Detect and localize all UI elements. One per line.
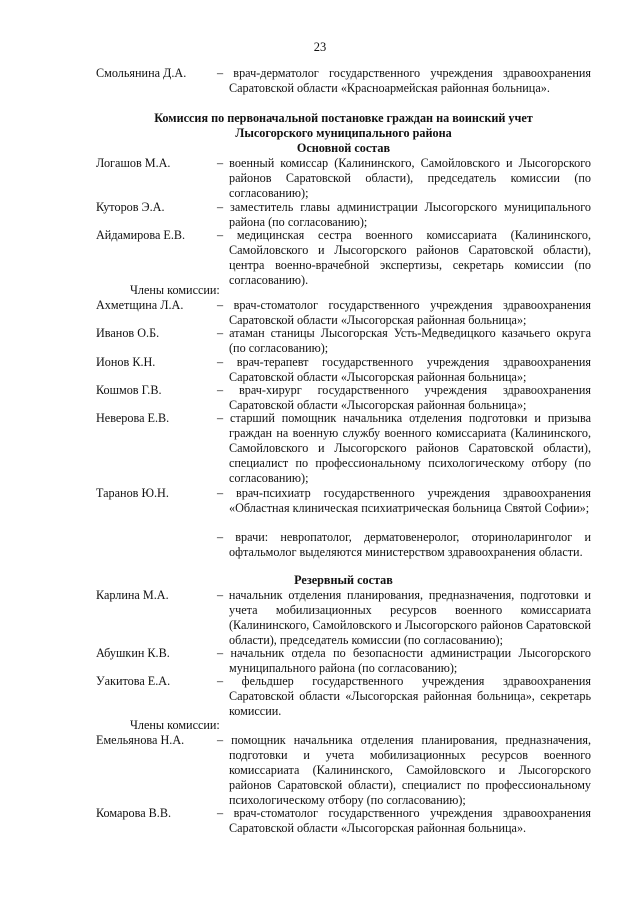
- reserve-members-label: Члены комиссии:: [130, 718, 220, 732]
- member-name: Смольянина Д.А.: [96, 66, 187, 80]
- member-name: Абушкин К.В.: [96, 646, 170, 660]
- member-role: – врач-дерматолог государственного учреждения здравоохранения Саратовской области «Красноармейская районная больница».: [217, 66, 591, 95]
- commission-title-district: Лысогорского муниципального района: [235, 126, 452, 140]
- member-name: Комарова В.В.: [96, 806, 172, 820]
- member-role: – начальник отделения планирования, предназначения, подготовки и учета мобилизационных ресурсов военного комиссариата (Калининского, Самойловского и Лысогорского районов Саратовской области), председатель комиссии (по согласованию);: [217, 588, 591, 647]
- member-role: – фельдшер государственного учреждения здравоохранения Саратовской области «Лысогорская районная больница», секретарь комиссии.: [217, 674, 591, 718]
- member-name: Айдамирова Е.В.: [96, 228, 186, 242]
- member-role: – начальник отдела по безопасности администрации Лысогорского муниципального района (по согласованию);: [217, 646, 591, 675]
- member-name: Ахметщина Л.А.: [96, 298, 184, 312]
- member-name: Логашов М.А.: [96, 156, 171, 170]
- member-role: – атаман станицы Лысогорская Усть-Медведицкого казачьего округа (по согласованию);: [217, 326, 591, 355]
- member-role: – врач-терапевт государственного учреждения здравоохранения Саратовской области «Лысогорская районная больница»;: [217, 355, 591, 384]
- commission-title: Комиссия по первоначальной постановке граждан на воинский учет: [154, 111, 533, 125]
- member-role: – военный комиссар (Калининского, Самойловского и Лысогорского районов Саратовской области), председатель комиссии (по согласованию);: [217, 156, 591, 200]
- main-section-heading: Основной состав: [296, 141, 391, 155]
- member-role: – заместитель главы администрации Лысогорского муниципального района (по согласованию);: [217, 200, 591, 229]
- member-name: Иванов О.Б.: [96, 326, 160, 340]
- member-name: Ионов К.Н.: [96, 355, 156, 369]
- member-name: Емельянова Н.А.: [96, 733, 185, 747]
- member-name: Кошмов Г.В.: [96, 383, 162, 397]
- member-name: Таранов Ю.Н.: [96, 486, 169, 500]
- member-role: – помощник начальника отделения планирования, предназначения, подготовки и учета мобилизационных ресурсов военного комиссариата (Калининского, Самойловского и Лысогорского районов Саратовской области), специалист по профессиональному психологическому отбору (по согласованию);: [217, 733, 591, 807]
- page-number: 23: [313, 40, 327, 54]
- member-name: Уакитова Е.А.: [96, 674, 171, 688]
- member-name: Неверова Е.В.: [96, 411, 170, 425]
- member-role: – врачи: невропатолог, дерматовенеролог, оториноларинголог и офтальмолог выделяются министерством здравоохранения области.: [217, 530, 591, 559]
- member-role: – медицинская сестра военного комиссариата (Калининского, Самойловского и Лысогорского районов Саратовской области), центра военно-врачебной экспертизы, секретарь комиссии (по согласованию).: [217, 228, 591, 287]
- member-name: Карлина М.А.: [96, 588, 169, 602]
- reserve-section-heading: Резервный состав: [294, 573, 393, 587]
- members-label: Члены комиссии:: [130, 283, 220, 297]
- member-role: – врач-психиатр государственного учреждения здравоохранения «Областная клиническая психиатрическая больница Святой Софии»;: [217, 486, 591, 515]
- member-role: – врач-стоматолог государственного учреждения здравоохранения Саратовской области «Лысогорская районная больница».: [217, 806, 591, 835]
- member-role: – врач-хирург государственного учреждения здравоохранения Саратовской области «Лысогорская районная больница»;: [217, 383, 591, 412]
- member-role: – старший помощник начальника отделения подготовки и призыва граждан на военную службу военного комиссариата (Калининского, Самойловского и Лысогорского районов Саратовской области), специалист по профессиональному психологическому отбору (по согласованию);: [217, 411, 591, 485]
- member-name: Куторов Э.А.: [96, 200, 165, 214]
- member-role: – врач-стоматолог государственного учреждения здравоохранения Саратовской области «Лысогорская районная больница»;: [217, 298, 591, 327]
